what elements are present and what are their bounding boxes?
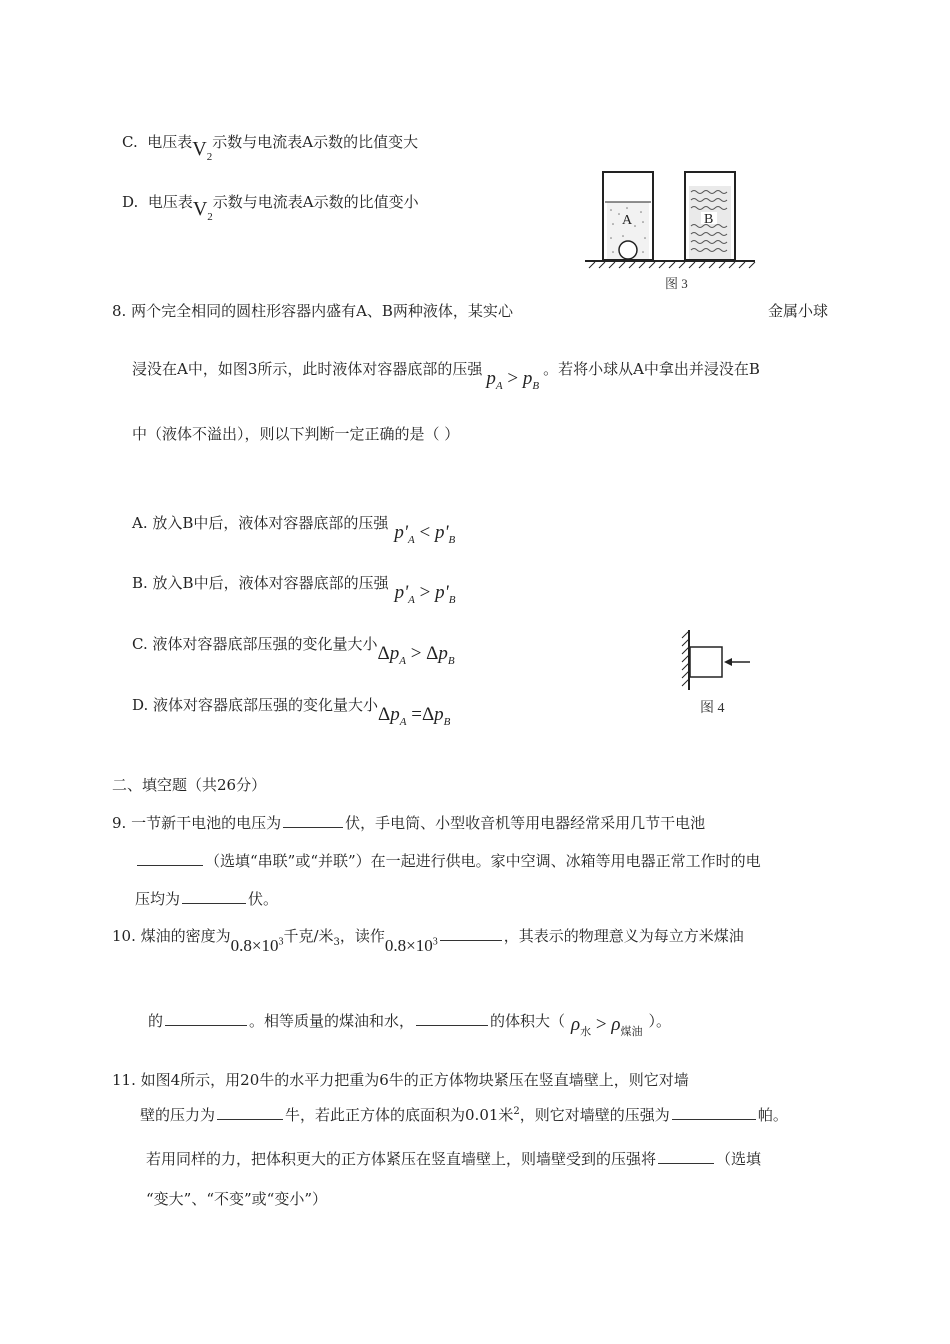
option-text-pre: 电压表 bbox=[147, 193, 193, 211]
answer-blank[interactable] bbox=[672, 1118, 756, 1120]
container-b bbox=[685, 172, 735, 260]
option-letter: D. bbox=[122, 193, 139, 211]
q8-line-1: 8. 两个完全相同的圆柱形容器内盛有A、B两种液体，某实心 bbox=[112, 302, 513, 320]
answer-blank[interactable] bbox=[165, 1024, 247, 1026]
q8-option-d: D. 液体对容器底部压强的变化量大小$\Delta p_A =\Delta p_B$ bbox=[132, 696, 451, 728]
q8-option-c: C. 液体对容器底部压强的变化量大小$\Delta p_A > \Delta p_B$ bbox=[132, 635, 455, 667]
figure-3-caption: 图 3 bbox=[665, 276, 688, 291]
option-text-post: 示数与电流表A示数的比值变小 bbox=[212, 193, 419, 211]
metal-ball bbox=[619, 241, 637, 259]
q8-line-1-tail: 金属小球 bbox=[768, 302, 829, 320]
q9-line-1: 9. 一节新干电池的电压为 伏，手电筒、小型收音机等用电器经常采用几节干电池 bbox=[112, 814, 706, 832]
formula-pa-gt-pb: $p_A > p_B$ bbox=[486, 368, 540, 392]
formula-delta-pa-gt-delta-pb: $\Delta p_A > \Delta p_B$ bbox=[377, 643, 455, 667]
figure-4 bbox=[680, 628, 760, 720]
density-value: $0.8\times 10^3$ bbox=[230, 936, 284, 955]
label-a: A bbox=[622, 213, 633, 228]
answer-blank[interactable] bbox=[182, 902, 246, 904]
figure-4-caption: 图 4 bbox=[700, 701, 725, 716]
answer-blank[interactable] bbox=[283, 826, 343, 828]
answer-blank[interactable] bbox=[217, 1118, 283, 1120]
answer-blank[interactable] bbox=[440, 939, 502, 941]
option-letter: C. bbox=[122, 133, 138, 151]
q10-line-2: 的 。相等质量的煤油和水， 的体积大（ $\rho_水 > \rho_{煤油}$）。 bbox=[148, 1012, 672, 1038]
q8-line-3: 中（液体不溢出），则以下判断一定正确的是（ ） bbox=[132, 425, 460, 443]
formula-rho-water-gt-rho-oil: $\rho_水 > \rho_{煤油}$ bbox=[571, 1014, 643, 1038]
q11-line-1: 11. 如图4所示，用20牛的水平力把重为6牛的正方体物块紧压在竖直墙壁上，则它对墙 bbox=[112, 1071, 689, 1089]
formula-pa-prime-gt-pb-prime: $p'_A > p'_B$ bbox=[394, 582, 456, 606]
q7-option-d bbox=[122, 190, 419, 223]
container-a bbox=[603, 172, 653, 260]
q11-line-3: 若用同样的力，把体积更大的正方体紧压在竖直墙壁上，则墙壁受到的压强将 （选填 bbox=[146, 1150, 762, 1168]
q11-line-2: 壁的压力为 牛，若此正方体的底面积为0.01米$^2$，则它对墙壁的压强为 帕。 bbox=[140, 1106, 788, 1124]
cube-block bbox=[690, 647, 722, 677]
density-value-read: $0.8\times 10^3$ bbox=[384, 936, 438, 955]
option-text-pre: 电压表 bbox=[147, 133, 193, 151]
formula-pa-prime-lt-pb-prime: $p'_A < p'_B$ bbox=[394, 522, 456, 546]
q11-line-4: “变大”、“不变”或“变小”） bbox=[146, 1190, 328, 1208]
formula-delta-pa-eq-delta-pb: $\Delta p_A =\Delta p_B$ bbox=[378, 704, 451, 728]
q9-line-3: 压均为 伏。 bbox=[135, 890, 279, 908]
voltmeter-subscript: 2 bbox=[206, 151, 213, 163]
voltmeter-symbol: V bbox=[192, 138, 207, 160]
voltmeter-subscript: 2 bbox=[207, 211, 213, 223]
voltmeter-symbol: V bbox=[192, 198, 208, 220]
q9-line-2: （选填“串联”或“并联”）在一起进行供电。家中空调、冰箱等用电器正常工作时的电 bbox=[135, 850, 761, 871]
q8-option-b: B. 放入B中后，液体对容器底部的压强 $p'_A > p'_B$ bbox=[132, 574, 456, 606]
answer-blank[interactable] bbox=[416, 1024, 488, 1026]
section-title: 二、填空题（共26分） bbox=[112, 776, 267, 794]
q8-option-a: A. 放入B中后，液体对容器底部的压强 $p'_A < p'_B$ bbox=[132, 514, 456, 546]
q7-option-c bbox=[122, 130, 419, 163]
figure-3 bbox=[583, 168, 758, 293]
option-text-post: 示数与电流表A示数的比值变大 bbox=[212, 133, 419, 151]
q10-line-1: 10. 煤油的密度为$0.8\times 10^3$千克/米$_3$，读作$0.8\times 10^3$ ，其表示的物理意义为每立方米煤油 bbox=[112, 927, 744, 955]
answer-blank[interactable] bbox=[137, 864, 203, 866]
q8-line-2: 浸没在A中，如图3所示，此时液体对容器底部的压强 $p_A > p_B$。若将小球从A中拿出并浸没在B bbox=[132, 360, 760, 392]
answer-blank[interactable] bbox=[658, 1162, 714, 1164]
label-b: B bbox=[704, 212, 714, 227]
